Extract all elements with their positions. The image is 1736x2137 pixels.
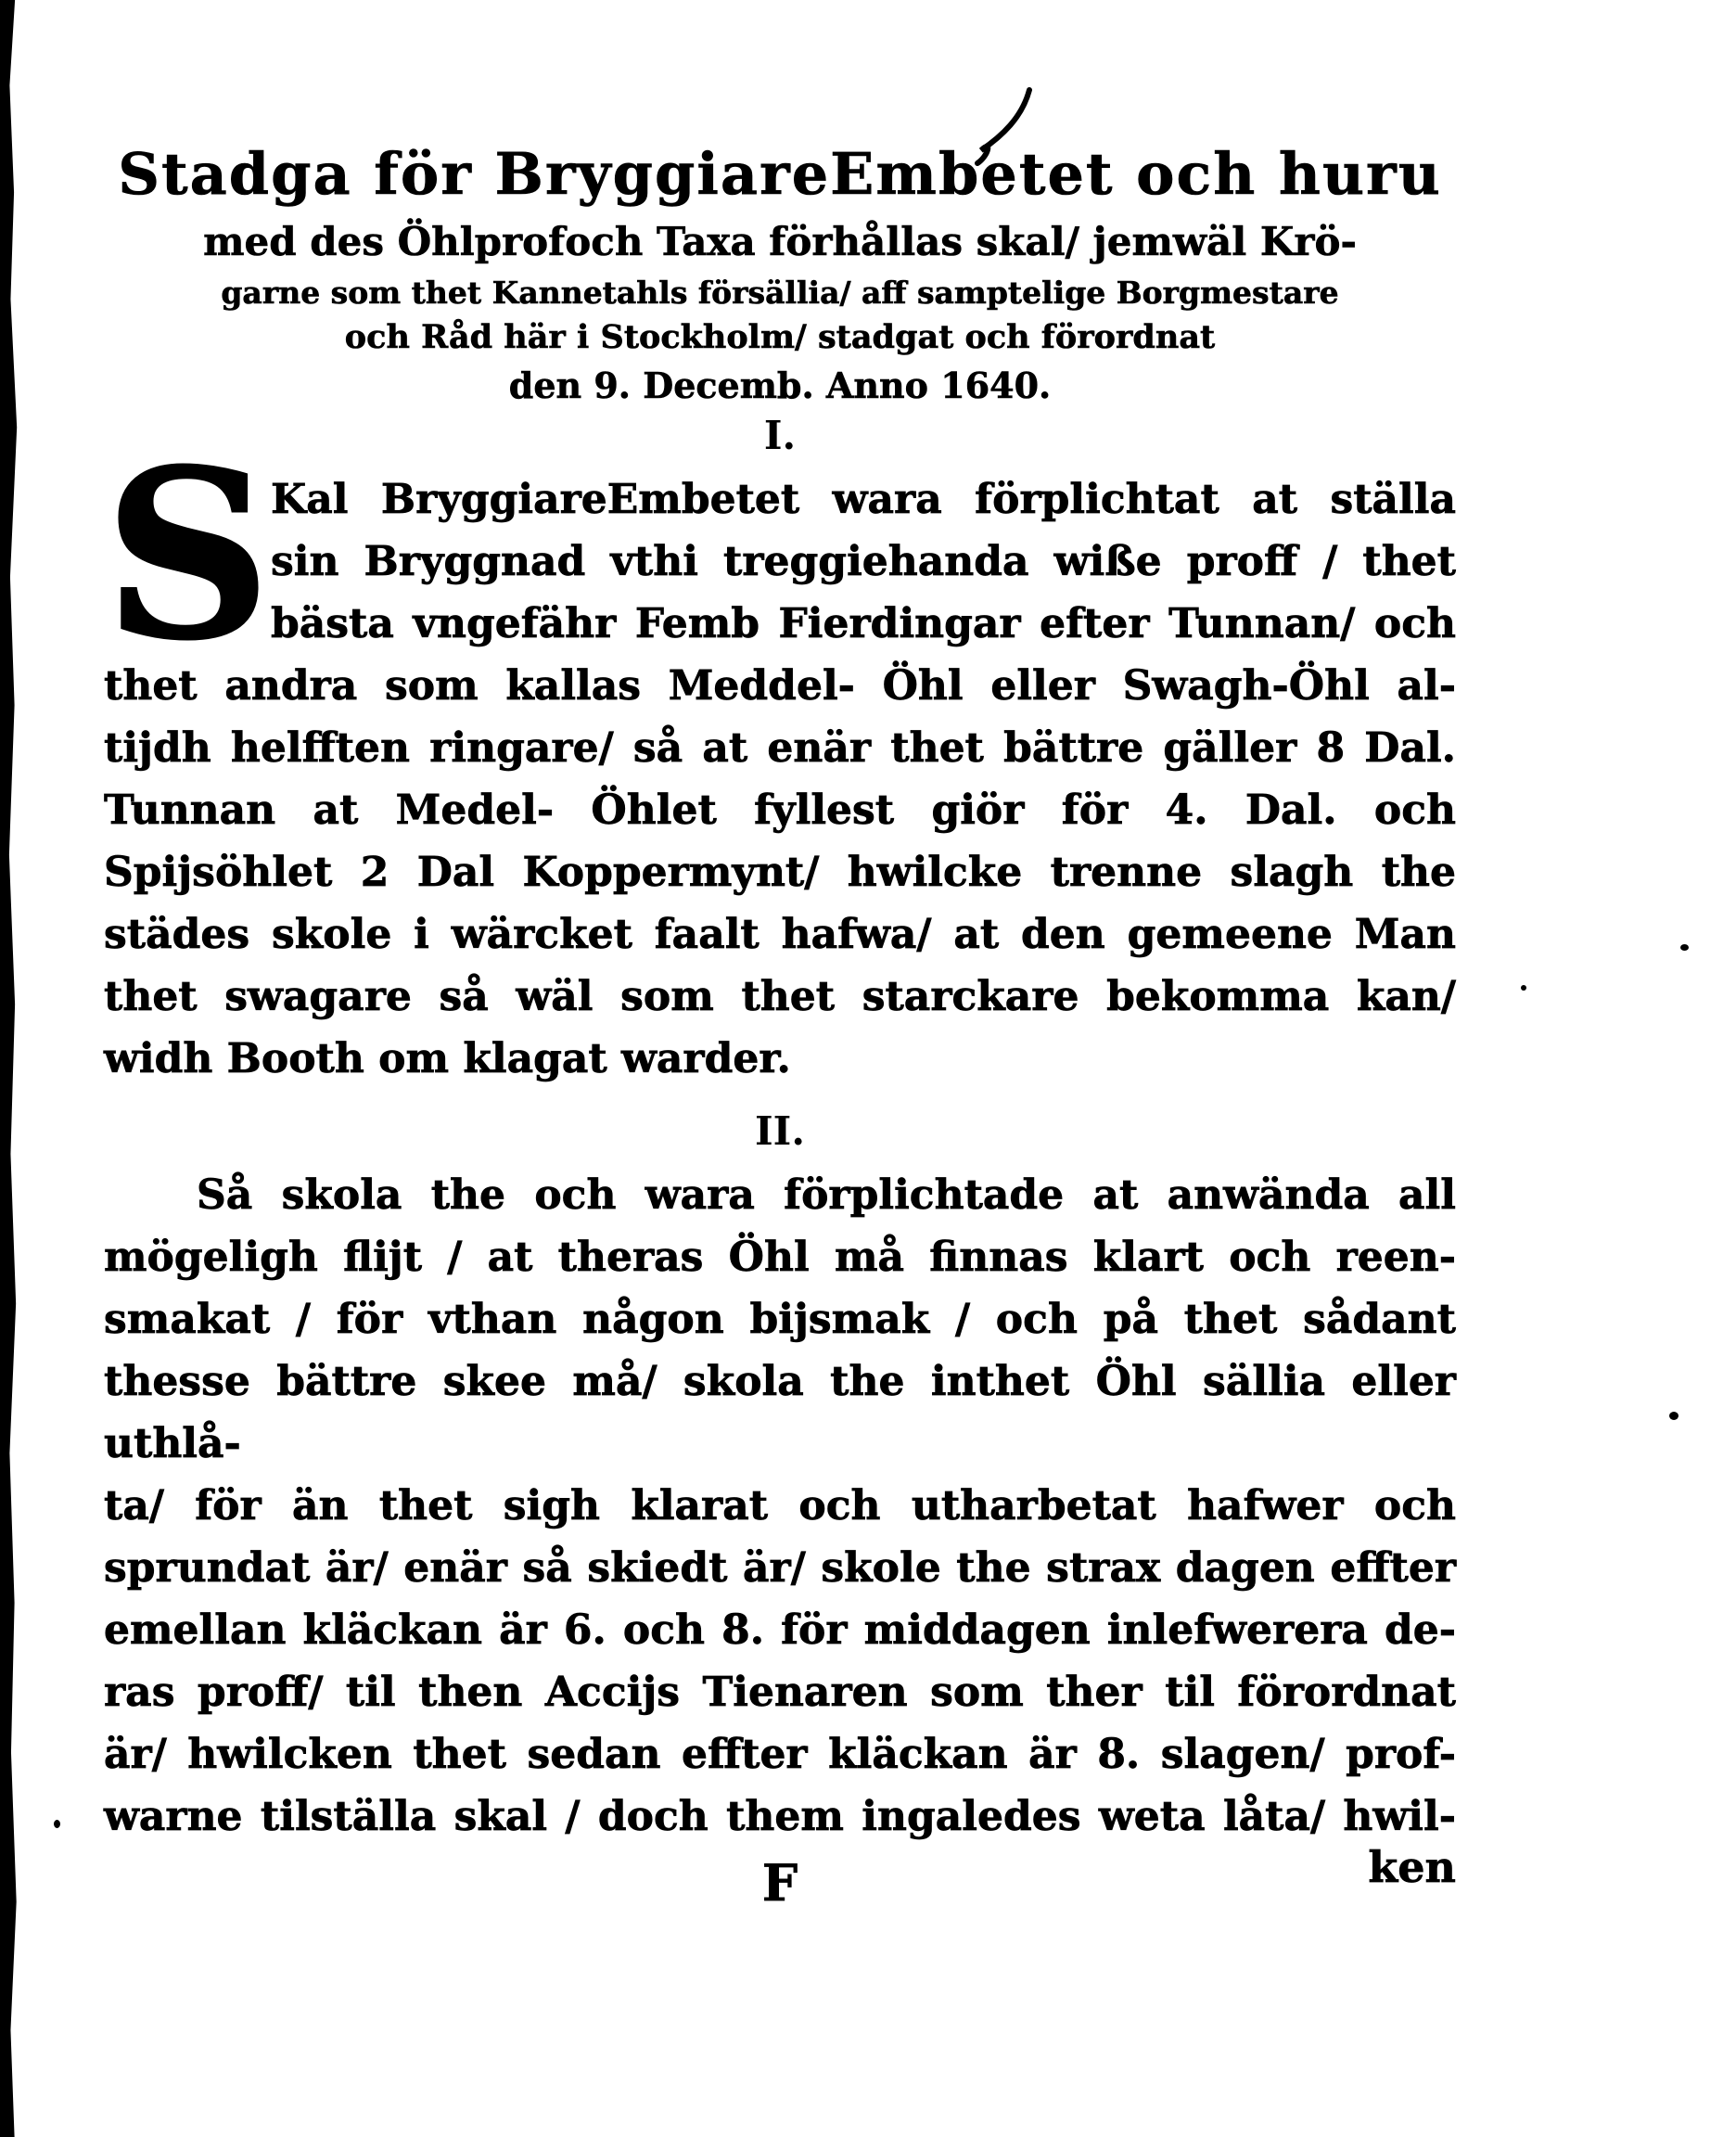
title-line-4: och Råd här i Stockholm/ stadgat och förordnat	[344, 318, 1216, 356]
title-line-1: Stadga för BryggiareEmbetet och huru	[118, 140, 1442, 208]
title-line-5: den 9. Decemb. Anno 1640.	[508, 365, 1052, 406]
body-text-line: bästa vngefähr Femb Fierdingar efter Tunnan/ och	[271, 600, 1456, 647]
body-text-line: thet swagare så wäl som thet starckare bekomma kan/	[104, 973, 1456, 1020]
catchword: ken	[1368, 1842, 1456, 1892]
printers-signature-mark: F	[761, 1853, 798, 1913]
ink-speck	[1669, 1412, 1679, 1420]
body-text-line: ras proff/ til then Accijs Tienaren som ther til förordnat	[104, 1669, 1456, 1716]
body-text-line: sprundat är/ enär så skiedt är/ skole the strax dagen effter	[104, 1544, 1456, 1592]
body-text-line: Så skola the och wara förplichtade at anwända all	[197, 1171, 1456, 1219]
ink-speck	[1521, 985, 1526, 991]
body-text-line: tijdh helfften ringare/ så at enär thet bättre gäller 8 Dal.	[104, 724, 1456, 772]
section-2-body	[104, 1164, 1456, 1848]
scan-binding-edge-artifact	[0, 0, 24, 2137]
body-text-line: smakat / för vthan någon bijsmak / och på thet sådant	[104, 1296, 1456, 1343]
ink-speck	[1680, 944, 1689, 951]
title-line-2: med des Öhlprofoch Taxa förhållas skal/ jemwäl Krö-	[203, 219, 1357, 264]
body-text-line: Spijsöhlet 2 Dal Koppermynt/ hwilcke trenne slagh the	[104, 849, 1456, 896]
section-2-heading: II.	[755, 1108, 805, 1154]
drop-cap: S	[104, 418, 272, 691]
section-1-body	[104, 418, 1456, 1090]
body-text-line: thet andra som kallas Meddel- Öhl eller Swagh-Öhl al-	[104, 662, 1456, 710]
body-text-line: warne tilställa skal / doch them ingaledes weta låta/ hwil-	[104, 1793, 1456, 1840]
body-text-line: städes skole i wärcket faalt hafwa/ at den gemeene Man	[104, 911, 1456, 958]
body-text-line: ta/ för än thet sigh klarat och utharbetat hafwer och	[104, 1482, 1456, 1529]
ink-speck	[54, 1820, 60, 1828]
body-text-line: thesse bättre skee må/ skola the inthet Öhl sällia eller uthlå-	[104, 1358, 1456, 1467]
body-text-line: Tunnan at Medel- Öhlet fyllest giör för 4. Dal. och	[104, 787, 1456, 834]
title-block	[104, 135, 1456, 411]
body-text-line: Kal BryggiareEmbetet wara förplichtat at ställa	[271, 476, 1456, 523]
body-text-line: mögeligh flijt / at theras Öhl må finnas klart och reen-	[104, 1234, 1456, 1281]
body-text-line: emellan kläckan är 6. och 8. för middagen inlefwerera de-	[104, 1606, 1456, 1654]
section-1-heading: I.	[763, 413, 797, 458]
body-text-line: är/ hwilcken thet sedan effter kläckan är 8. slagen/ prof-	[104, 1731, 1456, 1778]
footer-row	[104, 1842, 1456, 1937]
title-line-3: garne som thet Kannetahls försällia/ aff samptelige Borgmestare	[221, 275, 1339, 311]
body-text-line: widh Booth om klagat warder.	[104, 1035, 791, 1082]
body-text-line: sin Bryggnad vthi treggiehanda wiße proff / thet	[271, 538, 1456, 585]
text-block	[104, 135, 1456, 1937]
